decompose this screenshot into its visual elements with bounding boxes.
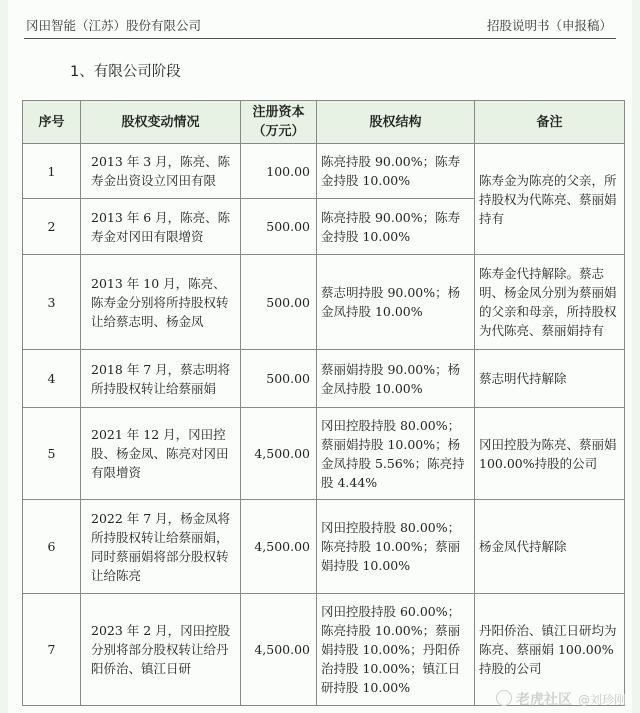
document-type: 招股说明书（申报稿） [486,18,612,33]
row-capital: 500.00 [241,350,317,408]
equity-change-table [22,100,625,706]
watermark-user: @刘珍刚 [577,693,626,707]
row-structure: 陈亮持股 90.00%；陈寿金持股 10.00% [317,199,475,255]
table-row [23,408,625,500]
row-note: 陈寿金代持解除。蔡志明、杨金凤分别为蔡丽娟的父亲和母亲，所持股权为代陈亮、蔡丽娟持有 [475,255,625,350]
row-event: 2013 年 6 月，陈亮、陈寿金对冈田有限增资 [81,199,241,255]
row-event: 2022 年 7 月，杨金凤将所持股权转让给蔡丽娟，同时蔡丽娟将部分股权转让给陈亮 [81,500,241,594]
company-name: 冈田智能（江苏）股份有限公司 [26,18,202,33]
row-structure: 冈田控股持股 80.00%；蔡丽娟持股 10.00%；杨金凤持股 5.56%；陈亮持股 4.44% [317,408,475,500]
header-structure: 股权结构 [317,101,475,144]
table-row [23,144,625,199]
row-structure: 冈田控股持股 60.00%；陈亮持股 10.00%；蔡丽娟持股 10.00%；丹阳侨治持股 10.00%；镇江日研持股 10.00% [317,594,475,706]
row-no: 2 [23,199,81,255]
row-no: 5 [23,408,81,500]
row-structure: 蔡志明持股 90.00%；杨金凤持股 10.00% [317,255,475,350]
row-no: 1 [23,144,81,199]
row-event: 2013 年 3 月，陈亮、陈寿金出资设立冈田有限 [81,144,241,199]
row-capital: 500.00 [241,199,317,255]
row-note: 蔡志明代持解除 [475,350,625,408]
header-event: 股权变动情况 [81,101,241,144]
row-capital: 100.00 [241,144,317,199]
section-title: 1、有限公司阶段 [70,64,181,80]
row-note-merged: 陈寿金为陈亮的父亲，所持股权为代陈亮、蔡丽娟持有 [475,144,625,255]
header-capital: 注册资本（万元） [241,101,317,144]
row-structure: 蔡丽娟持股 90.00%；杨金凤持股 10.00% [317,350,475,408]
row-capital: 500.00 [241,255,317,350]
row-capital: 4,500.00 [241,408,317,500]
row-event: 2023 年 2 月，冈田控股分别将部分股权转让给丹阳侨治、镇江日研 [81,594,241,706]
row-no: 7 [23,594,81,706]
tiger-logo-icon [496,690,512,706]
row-structure: 冈田控股持股 80.00%；陈亮持股 10.00%；蔡丽娟持股 10.00% [317,500,475,594]
row-note: 丹阳侨治、镇江日研均为陈亮、蔡丽娟 100.00%持股的公司 [475,594,625,706]
page-header [24,12,616,39]
watermark-brand: 老虎社区 [515,692,572,708]
row-event: 2018 年 7 月，蔡志明将所持股权转让给蔡丽娟 [81,350,241,408]
row-no: 4 [23,350,81,408]
row-structure: 陈亮持股 90.00%；陈寿金持股 10.00% [317,144,475,199]
row-no: 6 [23,500,81,594]
row-no: 3 [23,255,81,350]
row-event: 2013 年 10 月，陈亮、陈寿金分别将所持股权转让给蔡志明、杨金凤 [81,255,241,350]
row-event: 2021 年 12 月，冈田控股、杨金凤、陈亮对冈田有限增资 [81,408,241,500]
header-no: 序号 [23,101,81,144]
table-row [23,255,625,350]
table-row [23,500,625,594]
table-row [23,350,625,408]
table-header-row [23,101,625,144]
row-note: 冈田控股为陈亮、蔡丽娟 100.00%持股的公司 [475,408,625,500]
row-note: 杨金凤代持解除 [475,500,625,594]
header-note: 备注 [475,101,625,144]
watermark [496,689,626,709]
row-capital: 4,500.00 [241,594,317,706]
row-capital: 4,500.00 [241,500,317,594]
